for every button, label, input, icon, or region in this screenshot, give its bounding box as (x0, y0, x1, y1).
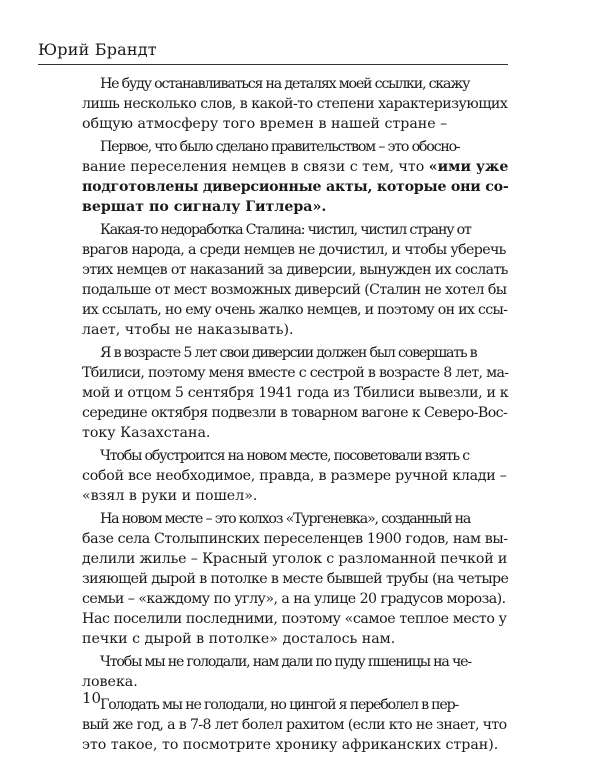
paragraph (82, 74, 508, 134)
text: середине октября подвезли в товарном вагоне к Северо-Вос- (82, 405, 508, 421)
paragraph (82, 220, 508, 340)
text: врагов народа, а среди немцев не дочистил, и чтобы уберечь (82, 242, 506, 258)
text-line (82, 569, 508, 589)
header-rule (38, 64, 508, 65)
text-line (82, 589, 508, 609)
paragraph (82, 695, 508, 755)
text-line (82, 695, 508, 715)
text-line (82, 403, 508, 423)
text: вание переселения немцев в связи с тем, что (82, 159, 429, 175)
text-line (82, 114, 508, 134)
text: лает, чтобы не наказывать). (82, 322, 294, 338)
text-line (82, 240, 508, 260)
page-body (82, 74, 508, 758)
text-line (82, 486, 508, 506)
text-line (82, 383, 508, 403)
text: общую атмосферу того времен в нашей стране – (82, 116, 448, 132)
paragraph (82, 509, 508, 649)
text: Чтобы обустроится на новом месте, посоветовали взять с (100, 448, 469, 464)
text: вый же год, а в 7-8 лет болел рахитом (если кто не знает, что (82, 717, 507, 733)
text-line (82, 74, 508, 94)
text-line (82, 672, 508, 692)
text-line (82, 137, 508, 157)
text: Не буду останавливаться на деталях моей ссылки, скажу (100, 76, 470, 92)
text-line (82, 629, 508, 649)
text: этих немцев от наказаний за диверсии, вынужден их сослать (82, 262, 508, 278)
text-line (82, 220, 508, 240)
text: лишь несколько слов, в какой-то степени характеризующих (82, 96, 508, 112)
text-line (82, 280, 508, 300)
text: «взял в руки и пошел». (82, 488, 258, 504)
text: Чтобы мы не голодали, нам дали по пуду пшеницы на че- (100, 654, 471, 670)
text: базе села Столыпинских переселенцев 1900 годов, нам вы- (82, 531, 508, 547)
bold-text: «ими уже (428, 159, 509, 175)
text-line (82, 466, 508, 486)
page-number: 10 (82, 689, 102, 707)
text: это такое, то посмотрите хронику африканских стран). (82, 737, 499, 753)
running-header: Юрий Брандт (38, 40, 157, 59)
text: ловека. (82, 674, 138, 690)
text: Первое, что было сделано правительством – это обосно- (100, 139, 460, 155)
paragraph (82, 137, 508, 217)
text-line (82, 549, 508, 569)
text-line (82, 343, 508, 363)
text: Я в возрасте 5 лет свои диверсии должен был совершать в (100, 345, 477, 361)
text: зияющей дырой в потолке в месте бывшей трубы (на четыре (82, 571, 509, 587)
text: току Казахстана. (82, 425, 211, 441)
text: Голодать мы не голодали, но цингой я переболел в пер- (100, 697, 459, 713)
text: печки с дырой в потолке» досталось нам. (82, 631, 396, 647)
text-line (82, 94, 508, 114)
text: делили жилье – Красный уголок с разломанной печкой и (82, 551, 508, 567)
text-line (82, 715, 508, 735)
text: их ссылать, но ему очень жалко немцев, и поэтому он их ссы- (82, 302, 508, 318)
text: собой все необходимое, правда, в размере ручной клади – (82, 468, 507, 484)
text: Нас поселили последними, поэтому «самое теплое место у (82, 611, 507, 627)
text-line (82, 320, 508, 340)
text-line (82, 446, 508, 466)
text-line (82, 300, 508, 320)
text-line (82, 609, 508, 629)
text: подальше от мест возможных диверсий (Сталин не хотел бы (82, 282, 507, 298)
text-line (82, 177, 508, 197)
text: Какая-то недоработка Сталина: чистил, чистил страну от (100, 222, 471, 238)
text-line (82, 735, 508, 755)
text-line (82, 652, 508, 672)
text-line (82, 157, 508, 177)
bold-text: вершат по сигналу Гитлера». (82, 199, 327, 215)
text-line (82, 529, 508, 549)
paragraph (82, 446, 508, 506)
text-line (82, 363, 508, 383)
text: семьи – «каждому по углу», а на улице 20 градусов мороза). (82, 591, 506, 607)
bold-text: подготовлены диверсионные акты, которые они со- (82, 179, 509, 195)
text-line (82, 260, 508, 280)
text-line (82, 509, 508, 529)
text-line (82, 423, 508, 443)
paragraph (82, 343, 508, 443)
text-line (82, 197, 508, 217)
paragraph (82, 652, 508, 692)
text: На новом месте – это колхоз «Тургеневка», созданный на (100, 511, 471, 527)
text: мой и отцом 5 сентября 1941 года из Тбилиси вывезли, и к (82, 385, 509, 401)
text: Тбилиси, поэтому меня вместе с сестрой в возрасте 8 лет, ма- (82, 365, 509, 381)
